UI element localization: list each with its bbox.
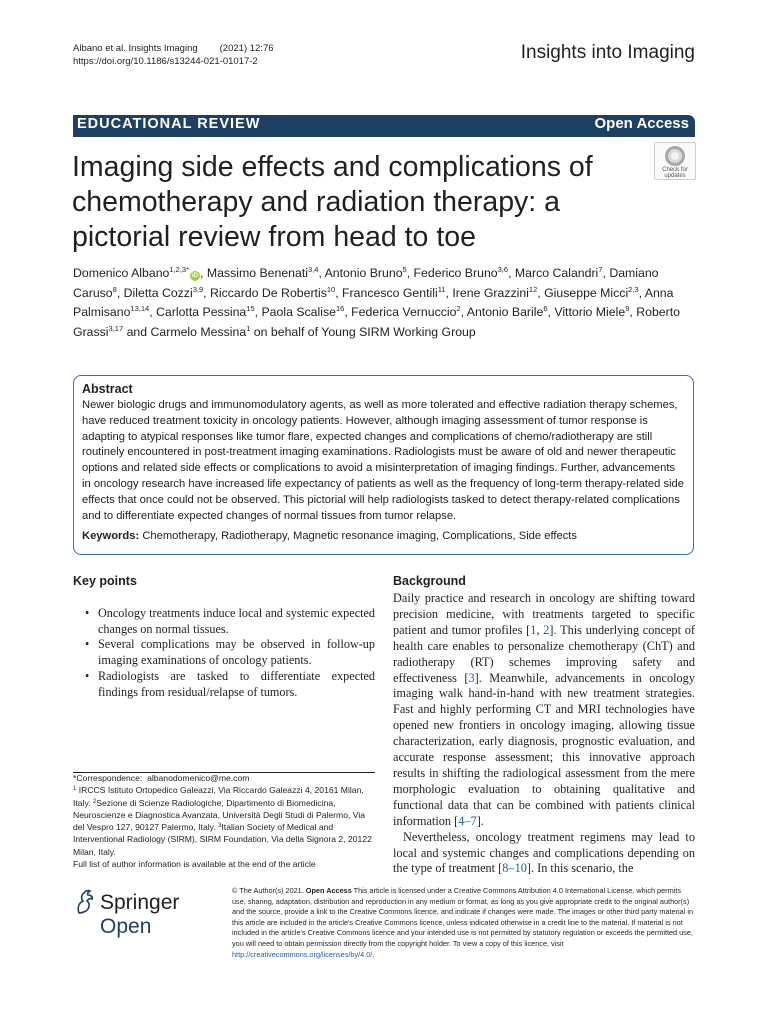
orcid-icon[interactable]: iD	[192, 273, 198, 279]
doi-link[interactable]: https://doi.org/10.1186/s13244-021-01017-2	[73, 56, 258, 67]
author-name: Riccardo De Robertis$^{10}$	[209, 284, 336, 300]
author-affiliation-sup: 3,6	[497, 265, 509, 274]
key-points-heading: Key points	[73, 574, 137, 588]
author-name: Antonio Barile$^6$	[466, 304, 548, 319]
springer-open-logo	[73, 889, 223, 938]
author-affiliation-sup: 6	[543, 304, 548, 313]
author-affiliation-sup: 3,9	[192, 284, 204, 294]
author-affiliation-sup: 11	[437, 284, 446, 294]
article-type: EDUCATIONAL REVIEW	[77, 116, 261, 132]
footnotes	[73, 772, 375, 870]
citation-link[interactable]: 8–10	[502, 861, 527, 876]
list-item: • Radiologists are tasked to differentiate expected findings from residual/relapse of tumors.	[85, 669, 375, 700]
author-affiliation-sup: 8	[112, 284, 117, 294]
author-name: Irene Grazzini$^{12}$	[452, 284, 538, 300]
author-list: Domenico Albano$^{1,2,3*}$iD , Massimo Benenati$^{3,4}$, Antonio Bruno$^5$, Federico Bruno$^{3,6}$, Marco Calandri$^7$, Damiano Caruso$^8$, Diletta Cozzi$^{3,9}$, Riccardo De Robertis$^{10}$, Francesco Gentili$^{11}$, Irene Grazzini$^{12}$, Giuseppe Micci$^{2,3}$, Anna Palmisano$^{13,14}$, Carlotta Pessina$^{15}$, Paola Scalise$^{16}$, Federica Vernuccio$^2$, Antonio Barile$^6$, Vittorio Miele$^9$, Roberto Grassi$^{3,17}$ and Carmelo Messina$^1$ on behalf of Young SIRM Working Group	[73, 265, 680, 339]
keywords-label: Keywords:	[82, 530, 140, 543]
keywords	[82, 529, 685, 545]
author-affiliation-sup: 16	[335, 304, 345, 313]
author-name: Carmelo Messina$^1$	[150, 323, 251, 339]
correspondence-label: *Correspondence:	[73, 773, 143, 783]
citation-header	[73, 42, 274, 68]
list-item: • Oncology treatments induce local and systemic expected changes on normal tissues.	[85, 606, 375, 637]
abstract-heading: Abstract	[82, 382, 133, 396]
background-paragraph: Nevertheless, oncology treatment regimens may lead to local and systemic changes and complications depending on the type of treatment [8–10]. In this scenario, the	[393, 829, 695, 876]
license-link[interactable]: http://creativecommons.org/licenses/by/4.0/	[232, 949, 373, 959]
author-affiliation-sup: 3,17	[108, 323, 124, 333]
author-affiliation-sup: 10	[326, 284, 336, 294]
author-name: Carlotta Pessina$^{15}$	[156, 304, 255, 319]
article-title: Imaging side effects and complications of chemotherapy and radiation therapy: a pictorial review from head to toe	[72, 151, 593, 253]
check-for-updates-button[interactable]	[654, 142, 696, 180]
author-affiliation-sup: 2	[456, 304, 461, 313]
author-name: Francesco Gentili$^{11}$	[342, 284, 446, 300]
author-name: Antonio Bruno$^5$	[324, 265, 407, 280]
citation-year: (2021) 12:76	[219, 43, 274, 54]
author-affiliation-sup: 15	[246, 304, 255, 313]
affiliations: $^1$ IRCCS Istituto Ortopedico Galeazzi, Via Riccardo Galeazzi 4, 20161 Milan, Italy. $^2$Sezione di Scienze Radiologiche, Dipartimento di Biomedicina, Neuroscienze e Diagnostica Avanzata, Università Degli Studi di Palermo, Via del Vespro 127, 90127 Palermo, Italy. $^3$Italian Society of Medical and Interventional Radiology (SIRM), SIRM Foundation, Via della Signora 2, 20122 Milan, Italy.	[73, 785, 372, 857]
citation-link[interactable]: 4–7	[458, 813, 477, 828]
author-affiliation-sup: 12	[528, 284, 538, 294]
author-name: Massimo Benenati$^{3,4}$	[206, 265, 319, 280]
author-connector: and	[126, 324, 148, 339]
author-affiliation-sup: 5	[402, 265, 407, 274]
correspondence-email[interactable]: albanodomenico@me.com	[147, 773, 250, 783]
background-text	[393, 591, 695, 877]
author-name: Paola Scalise$^{16}$	[261, 304, 345, 319]
author-name: Federica Vernuccio$^2$	[351, 304, 461, 319]
license-text: © The Author(s) 2021. Open Access This article is licensed under a Creative Commons Attribution 4.0 International License, which permits use, sharing, adaptation, distribution and reproduction in any medium or format, as long as you give appropriate credit to the original author(s) and the source, provide a link to the Creative Commons licence, and indicate if changes were made. The images or other third party material in this article are included in the article's Creative Commons licence, unless indicated otherwise in a credit line to the material. If material is not included in the article's Creative Commons licence and your intended use is not permitted by statutory regulation or exceeds the permitted use, you will need to obtain permission directly from the copyright holder. To view a copy of this licence, visit http://creativecommons.org/licenses/by/4.0/.	[232, 886, 694, 959]
author-affiliation-sup: 13,14	[130, 304, 150, 313]
author-name: Diletta Cozzi$^{3,9}$	[123, 284, 204, 300]
background-paragraph: Daily practice and research in oncology are shifting toward precision medicine, with treatments targeted to specific patient and tumor profiles [1, 2]. This underlying concept of health care enables to personalize chemotherapy (ChT) and radiotherapy (RT) schemes improving safety and effectiveness [3]. Meanwhile, advancements in oncology imaging walk hand-in-hand with new treatment strategies. Fast and highly performing CT and MRI technologies have opened new frontiers in oncology imaging, allowing tissue characterization, early diagnosis, prognostic evaluation, and accurate response assessment; this innovative approach results in shifting the radiological assessment from the mere morphologic evaluation to obtaining qualitative and functional data that can be combined with patients clinical information [4–7].	[393, 591, 695, 828]
author-name: Anna Palmisano$^{13,14}$	[73, 285, 674, 319]
citation-authors: Albano et al. Insights Imaging	[73, 43, 198, 54]
abstract-box	[73, 375, 694, 555]
working-group-note: on behalf of Young SIRM Working Group	[253, 324, 476, 339]
check-for-updates-label: Check for updates	[662, 167, 688, 179]
background-heading: Background	[393, 574, 466, 588]
check-for-updates-icon	[665, 146, 685, 166]
citation-link[interactable]: 3	[468, 670, 475, 685]
author-affiliation-sup: 1,2,3*	[169, 265, 189, 274]
abstract-text: Newer biologic drugs and immunomodulatory agents, as well as more tolerated and effective radiation therapy schemes, have reduced treatment toxicity in oncology patients. However, although imaging assessment of tumor response is adapting to atypical responses like tumor flare, expected changes and complications of chemo/radiotherapy are still routinely encountered in post-treatment imaging examinations. Radiologists must be aware of old and newer therapeutic options and related side effects or complications to avoid a misinterpretation of imaging findings. Further, advancements in oncology research have increased life expectancy of patients as well as the frequency of long-term therapy-related side effects that once could not be observed. This pictorial will help radiologists tasked to detect therapy-related complications and to differentiate expected changes of normal tissues from tumor relapse.	[82, 399, 684, 522]
article-type-banner	[73, 115, 695, 137]
author-name: Federico Bruno$^{3,6}$	[413, 265, 509, 280]
author-affiliation-sup: 2,3	[628, 284, 639, 294]
author-affiliation-sup: 7	[598, 265, 603, 274]
full-author-info-note: Full list of author information is available at the end of the article	[73, 859, 316, 870]
key-points-list	[85, 606, 375, 700]
springer-horse-icon	[73, 889, 95, 915]
citation-link[interactable]: 2	[543, 622, 550, 637]
author-name: Vittorio Miele$^9$	[554, 304, 630, 319]
author-name: Damiano Caruso$^8$	[73, 266, 659, 300]
author-name: Marco Calandri$^7$	[514, 265, 603, 280]
author-name: Roberto Grassi$^{3,17}$	[73, 305, 680, 339]
journal-name: Insights into Imaging	[520, 42, 695, 63]
publisher-name: Springer Open	[100, 891, 180, 938]
author-affiliation-sup: 3,4	[308, 265, 319, 274]
citation-link[interactable]: 1	[530, 622, 537, 637]
author-affiliation-sup: 9	[625, 304, 630, 313]
keywords-list: Chemotherapy, Radiotherapy, Magnetic resonance imaging, Complications, Side effects	[142, 530, 577, 543]
open-access-label: Open Access	[594, 115, 689, 132]
author-name: Domenico Albano$^{1,2,3*}$iD	[73, 265, 198, 280]
list-item: • Several complications may be observed in follow-up imaging examinations of oncology patients.	[85, 637, 375, 668]
author-name: Giuseppe Micci$^{2,3}$	[544, 284, 639, 300]
author-affiliation-sup: 1	[246, 323, 251, 333]
